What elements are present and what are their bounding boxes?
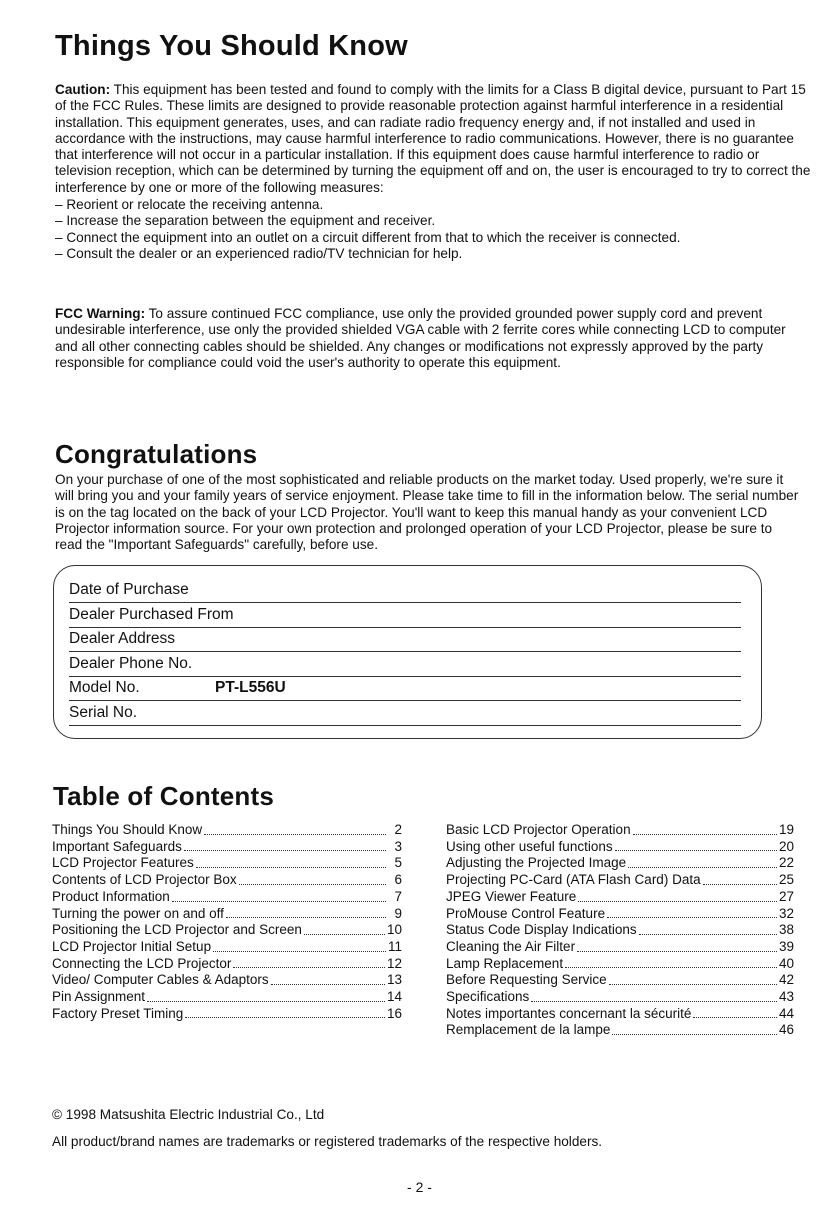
date-of-purchase-field[interactable] (69, 578, 741, 603)
toc-entry-title: Factory Preset Timing (52, 1005, 184, 1021)
toc-entry[interactable] (446, 822, 794, 839)
toc-entry-title: Product Information (52, 888, 170, 904)
caution-paragraph (55, 82, 811, 196)
interference-measures-list (55, 197, 680, 262)
serial-number-field[interactable] (69, 701, 741, 726)
toc-dot-leader (612, 1033, 777, 1035)
toc-dot-leader (185, 1016, 385, 1018)
toc-entry-page: 32 (778, 905, 794, 921)
toc-entry-page: 27 (778, 888, 794, 904)
toc-dot-leader (607, 916, 777, 918)
toc-entry[interactable] (52, 939, 402, 956)
toc-entry[interactable] (446, 906, 794, 923)
toc-entry[interactable] (446, 956, 794, 973)
toc-dot-leader (693, 1016, 777, 1018)
dealer-phone-field[interactable] (69, 652, 741, 677)
measure-item: – Reorient or relocate the receiving antenna. (55, 197, 324, 212)
toc-left-column (52, 822, 402, 1022)
caution-text: This equipment has been tested and found to comply with the limits for a Class B digital device, pursuant to Part 15 of the FCC Rules. These limits are designed to provide reasonable protection against harmful interference in a residential installation. This equipment generates, uses, and can radiate radio frequency energy and, if not installed and used in accordance with the instructions, may cause harmful interference to radio communications. However, there is no guarantee that interference will not occur in a particular installation. If this equipment does cause harmful interference to radio or television reception, which can be determined by turning the equipment off and on, the user is encouraged to try to correct the interference by one or more of the following measures: (55, 82, 811, 195)
model-number-field[interactable] (69, 676, 741, 701)
toc-entry[interactable] (446, 839, 794, 856)
toc-entry-title: JPEG Viewer Feature (446, 888, 577, 904)
measure-item: – Consult the dealer or an experienced radio/TV technician for help. (55, 245, 463, 261)
copyright-notice: © 1998 Matsushita Electric Industrial Co., Ltd (52, 1107, 325, 1122)
toc-dot-leader (147, 1000, 385, 1002)
toc-entry[interactable] (446, 922, 794, 939)
toc-entry-title: Before Requesting Service (446, 972, 607, 988)
measure-item: – Connect the equipment into an outlet on a circuit different from that to which the receiver is connected. (55, 229, 681, 245)
toc-dot-leader (184, 849, 386, 851)
toc-dot-leader (172, 900, 386, 902)
toc-entry-page: 13 (386, 972, 402, 988)
toc-dot-leader (577, 950, 777, 952)
toc-entry[interactable] (52, 889, 402, 906)
toc-entry-title: Remplacement de la lampe (446, 1022, 611, 1038)
toc-entry-title: Specifications (446, 989, 530, 1005)
trademark-notice: All product/brand names are trademarks or registered trademarks of the respective holders. (52, 1134, 603, 1149)
toc-entry[interactable] (52, 855, 402, 872)
toc-dot-leader (213, 950, 386, 952)
toc-entry-title: ProMouse Control Feature (446, 905, 606, 921)
toc-entry[interactable] (52, 906, 402, 923)
toc-dot-leader (226, 916, 386, 918)
field-label: Model No. (69, 679, 140, 696)
toc-entry-title: Pin Assignment (52, 989, 146, 1005)
toc-entry[interactable] (446, 972, 794, 989)
toc-entry-title: Contents of LCD Projector Box (52, 872, 237, 888)
toc-dot-leader (304, 933, 385, 935)
toc-entry-title: Video/ Computer Cables & Adaptors (52, 972, 269, 988)
congratulations-paragraph: On your purchase of one of the most sophisticated and reliable products on the market today. Used properly, we're sure it will bring you and your family years of service enjoyment. Please take time to fill in the information below. The serial number is on the tag located on the back of your LCD Projector. You'll want to keep this manual handy as your convenient LCD Projector information source. For your own protection and prolonged operation of your LCD Projector, please be sure to read the "Important Safeguards" carefully, before use. (55, 472, 799, 553)
toc-entry[interactable] (52, 956, 402, 973)
toc-entry-page: 6 (394, 872, 402, 888)
toc-dot-leader (233, 966, 385, 968)
toc-entry-page: 20 (778, 838, 794, 854)
toc-entry-page: 22 (778, 855, 794, 871)
toc-entry-page: 19 (778, 822, 794, 837)
toc-entry[interactable] (52, 872, 402, 889)
toc-entry[interactable] (52, 1006, 402, 1023)
fcc-warning-text: To assure continued FCC compliance, use only the provided grounded power supply cord and prevent undesirable interference, use only the provided shielded VGA cable with 2 ferrite cores while connecting LCD to computer and all other connecting cables should be shielded. Any changes or modifications not expressly approved by the party responsible for compliance could void the user's authority to operate this equipment. (55, 306, 786, 370)
fcc-warning-label: FCC Warning: (55, 306, 146, 321)
toc-dot-leader (639, 933, 777, 935)
toc-entry[interactable] (446, 989, 794, 1006)
toc-dot-leader (239, 883, 386, 885)
toc-entry[interactable] (52, 972, 402, 989)
toc-entry[interactable] (446, 939, 794, 956)
toc-dot-leader (196, 866, 386, 868)
toc-entry-page: 14 (386, 989, 402, 1005)
toc-entry-title: Cleaning the Air Filter (446, 938, 576, 954)
measure-item: – Increase the separation between the equipment and receiver. (55, 213, 436, 229)
caution-label: Caution: (55, 82, 111, 97)
fcc-warning-paragraph (55, 306, 795, 371)
field-label: Dealer Address (69, 630, 175, 647)
field-label: Serial No. (69, 704, 138, 721)
toc-right-column (446, 822, 794, 1039)
toc-entry[interactable] (446, 872, 794, 889)
toc-entry[interactable] (446, 1022, 794, 1039)
model-number-value: PT-L556U (215, 679, 286, 696)
toc-entry-page: 11 (387, 938, 402, 954)
toc-entry-page: 44 (778, 1005, 794, 1021)
toc-entry-title: Status Code Display Indications (446, 922, 637, 938)
toc-entry-page: 5 (394, 855, 402, 871)
owner-record-box (53, 565, 762, 739)
things-you-should-know-heading: Things You Should Know (55, 30, 408, 62)
toc-entry-page: 38 (778, 922, 794, 938)
toc-dot-leader (628, 866, 777, 868)
toc-entry-title: Adjusting the Projected Image (446, 855, 627, 871)
toc-entry-title: Projecting PC-Card (ATA Flash Card) Data (446, 872, 701, 888)
toc-entry[interactable] (52, 822, 402, 839)
toc-entry-page: 46 (778, 1022, 794, 1038)
toc-entry-title: Basic LCD Projector Operation (446, 822, 631, 837)
toc-entry-title: Things You Should Know (52, 822, 203, 837)
toc-entry-page: 2 (394, 822, 402, 837)
toc-entry[interactable] (52, 922, 402, 939)
toc-entry-page: 40 (778, 955, 794, 971)
toc-entry-page: 43 (778, 989, 794, 1005)
toc-entry[interactable] (52, 989, 402, 1006)
toc-entry-page: 10 (386, 922, 402, 938)
toc-entry-title: Using other useful functions (446, 838, 613, 854)
toc-entry-title: LCD Projector Features (52, 855, 194, 871)
field-label: Dealer Phone No. (69, 655, 193, 672)
toc-entry-title: Turning the power on and off (52, 905, 224, 921)
toc-entry-title: Connecting the LCD Projector (52, 955, 232, 971)
toc-entry-page: 16 (386, 1005, 402, 1021)
toc-entry-page: 12 (386, 955, 402, 971)
toc-entry-page: 25 (778, 872, 794, 888)
toc-entry-page: 9 (394, 905, 402, 921)
toc-dot-leader (703, 883, 777, 885)
toc-entry-page: 7 (394, 888, 402, 904)
toc-entry[interactable] (446, 889, 794, 906)
field-label: Dealer Purchased From (69, 606, 234, 623)
field-label: Date of Purchase (69, 581, 189, 598)
toc-entry-page: 3 (394, 838, 402, 854)
toc-entry-page: 39 (778, 938, 794, 954)
toc-dot-leader (271, 983, 385, 985)
toc-dot-leader (633, 833, 777, 835)
toc-dot-leader (531, 1000, 777, 1002)
toc-dot-leader (615, 849, 777, 851)
page-number: - 2 - (407, 1179, 432, 1195)
toc-entry-page: 42 (778, 972, 794, 988)
toc-entry-title: Positioning the LCD Projector and Screen (52, 922, 302, 938)
toc-entry-title: Notes importantes concernant la sécurité (446, 1005, 692, 1021)
dealer-purchased-from-field[interactable] (69, 603, 741, 628)
toc-entry-title: Lamp Replacement (446, 955, 564, 971)
toc-entry[interactable] (52, 839, 402, 856)
toc-entry[interactable] (446, 855, 794, 872)
toc-dot-leader (578, 900, 777, 902)
toc-entry-title: LCD Projector Initial Setup (52, 938, 212, 954)
toc-entry[interactable] (446, 1006, 794, 1023)
dealer-address-field[interactable] (69, 627, 741, 652)
toc-dot-leader (609, 983, 777, 985)
toc-dot-leader (204, 833, 386, 835)
toc-entry-title: Important Safeguards (52, 838, 182, 854)
table-of-contents-heading: Table of Contents (53, 781, 275, 811)
congratulations-heading: Congratulations (55, 439, 258, 469)
toc-dot-leader (565, 966, 777, 968)
